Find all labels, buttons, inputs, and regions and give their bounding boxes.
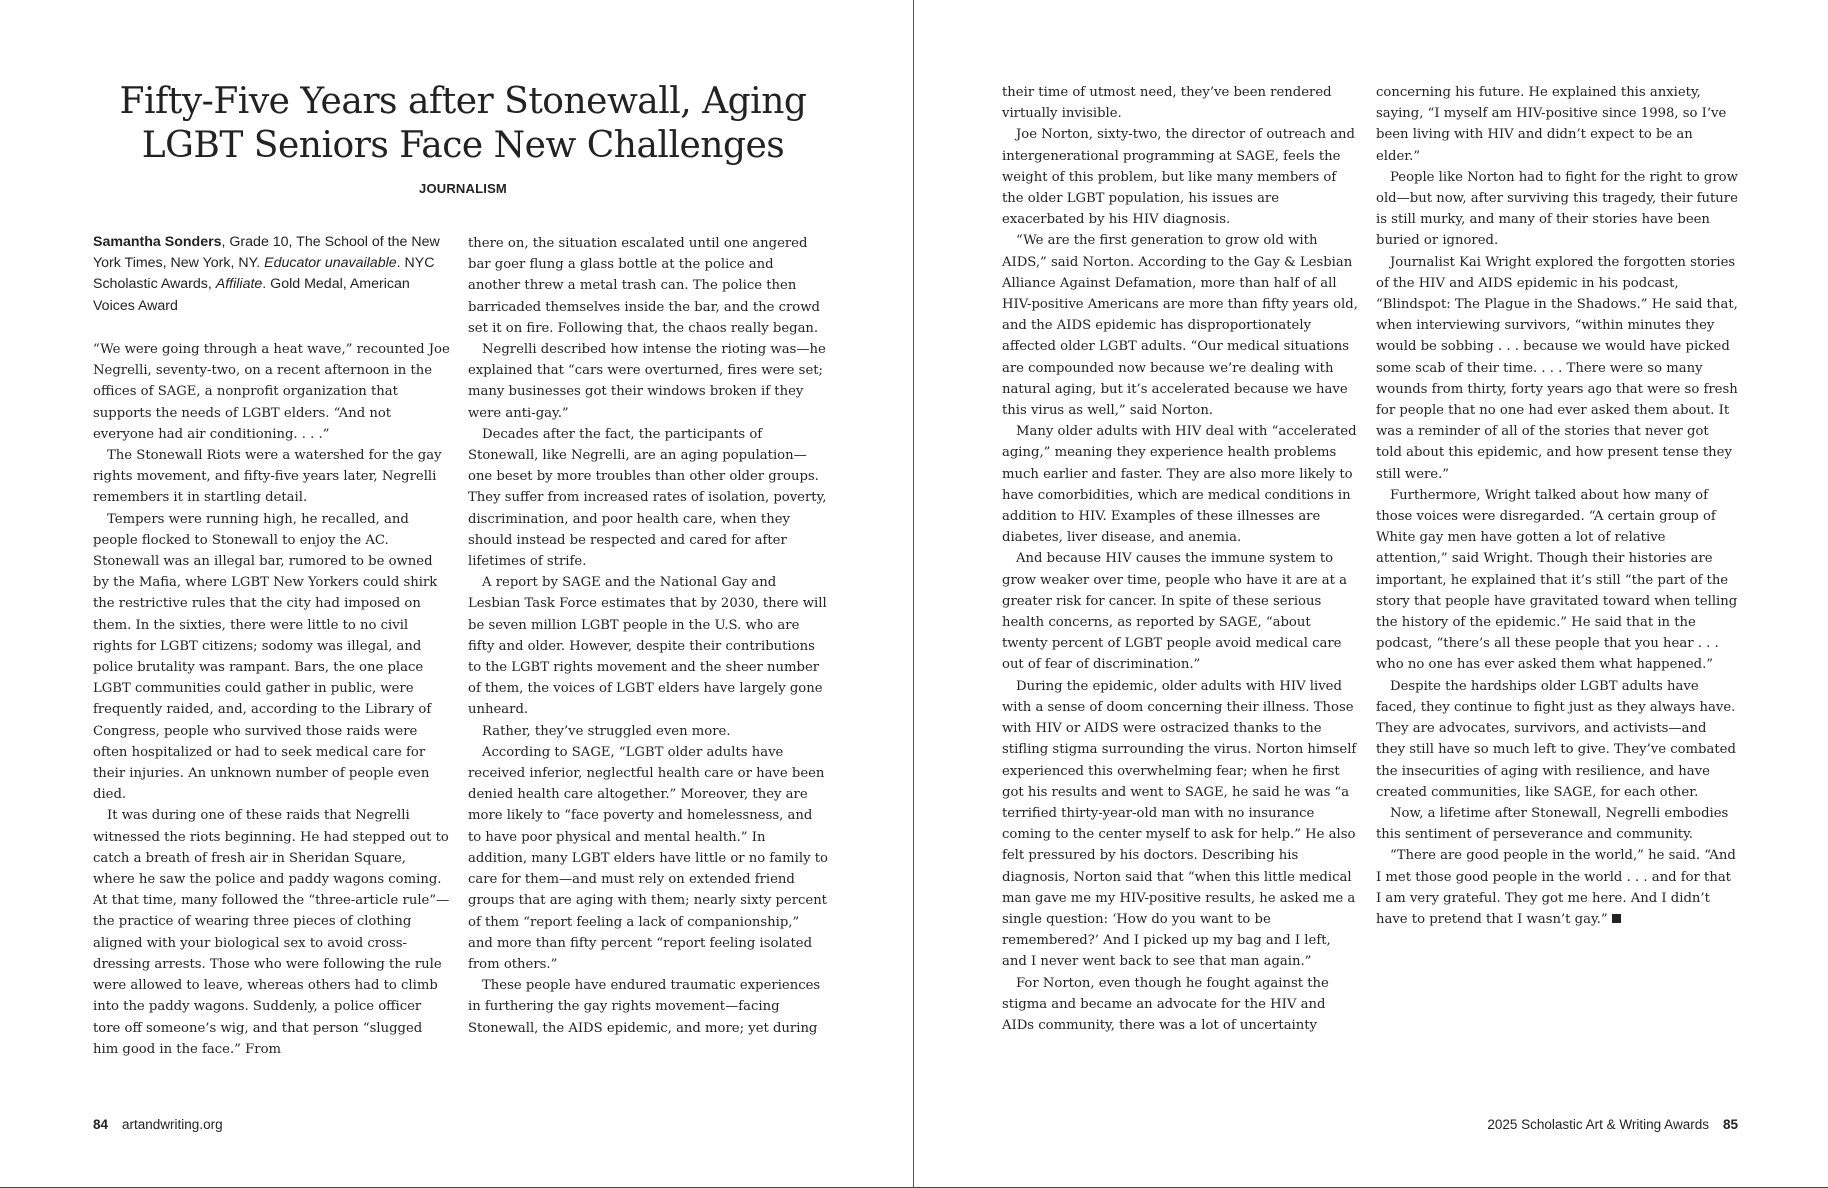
paragraph: Journalist Kai Wright explored the forgotten stories of the HIV and AIDS epidemic in his podcast, “Blindspot: The Plague in the Shadows.” He said that, when interviewing survivors, “within minutes they would be sobbing . . . because we would have picked some scab of their time. . . . There were so many wounds from thirty, forty years ago that were so fresh for people that no one had ever asked them about. It was a reminder of all of the stories that never got told about this epidemic, and how present tense they still were.” bbox=[1376, 254, 1738, 482]
affiliate-label: Affiliate bbox=[215, 276, 263, 293]
paragraph: People like Norton had to fight for the right to grow old—but now, after surviving this tragedy, their future is still murky, and many of their stories have been buried or ignored. bbox=[1376, 169, 1738, 249]
category-label: JOURNALISM bbox=[419, 181, 507, 196]
paragraph: their time of utmost need, they’ve been rendered virtually invisible. bbox=[1002, 85, 1332, 122]
paragraph: Decades after the fact, the participants of Stonewall, like Negrelli, are an aging population—one beset by more troubles than other older groups. They suffer from increased rates of isolation, poverty, discrimination, and poor health care, when they should instead be respected and cared for after lifetimes of strife. bbox=[468, 426, 827, 570]
text-column-3 bbox=[1002, 82, 1358, 1036]
end-of-article-icon bbox=[1612, 914, 1621, 923]
page-spread-divider bbox=[913, 0, 914, 1188]
article-title bbox=[93, 80, 833, 168]
paragraph: Negrelli described how intense the rioting was—he explained that “cars were overturned, fires were set; many businesses got their windows broken if they were anti-gay.” bbox=[468, 342, 826, 421]
article-title-line-1: Fifty-Five Years after Stonewall, Aging bbox=[119, 81, 807, 122]
paragraph: The Stonewall Riots were a watershed for the gay rights movement, and fifty-five years later, Negrelli remembers it in startling detail. bbox=[93, 448, 442, 506]
paragraph: Now, a lifetime after Stonewall, Negrelli embodies this sentiment of perseverance and community. bbox=[1376, 805, 1729, 843]
paragraph: Many older adults with HIV deal with “accelerated aging,” meaning they experience health problems much earlier and faster. They are also more likely to have comorbidities, which are medical conditions in addition to HIV. Examples of these illnesses are diabetes, liver disease, and anemia. bbox=[1002, 424, 1357, 546]
region-info: . NYC Scholastic Awards, bbox=[93, 255, 435, 293]
award-info: . Gold Medal, American Voices Award bbox=[93, 276, 410, 314]
paragraph: These people have endured traumatic experiences in furthering the gay rights movement—facing Stonewall, the AIDS epidemic, and more; yet during bbox=[468, 978, 821, 1036]
footer-right bbox=[1487, 1117, 1738, 1132]
author-school: , Grade 10, The School of the New York Times, New York, NY. bbox=[93, 234, 440, 272]
final-quote: “There are good people in the world,” he said. “And I met those good people in the world . . . and for that I am very grateful. They got me here. And I didn’t have to pretend that I wasn’t gay.” bbox=[1376, 848, 1736, 927]
paragraph: “We are the first generation to grow old with AIDS,” said Norton. According to the Gay & Lesbian Alliance Against Defamation, more than half of all HIV-positive Americans are more than fifty years old, and the AIDS epidemic has disproportionately affected older LGBT adults. “Our medical situations are compounded now because we’re dealing with natural aging, but it’s accelerated because we have this virus as well,” said Norton. bbox=[1002, 233, 1358, 419]
page-number-right: 85 bbox=[1722, 1117, 1738, 1132]
paragraph: Rather, they’ve struggled even more. bbox=[482, 723, 731, 739]
paragraph: concerning his future. He explained this anxiety, saying, “I myself am HIV-positive since 1998, so I’ve been living with HIV and didn’t expect to be an elder.” bbox=[1376, 85, 1727, 164]
author-byline bbox=[93, 232, 443, 317]
paragraph: Tempers were running high, he recalled, and people flocked to Stonewall to enjoy the AC. Stonewall was an illegal bar, rumored to be owned by the Mafia, where LGBT New Yorkers could shirk the restrictive rules that the city had imposed on them. In the sixties, there were little to no civil rights for LGBT citizens; sodomy was illegal, and police brutality was rampant. Bars, the one place LGBT communities could gather in public, were frequently raided, and, according to the Library of Congress, people who survived those raids were often hospitalized or had to seek medical care for their injuries. An unknown number of people even died. bbox=[93, 511, 438, 803]
paragraph: According to SAGE, “LGBT older adults have received inferior, neglectful health care or have been denied health care altogether.” Moreover, they are more likely to “face poverty and homelessness, and to have poor physical and mental health.” In addition, many LGBT elders have little or no family to care for them—and must rely on extended friend groups that are aging with them; nearly sixty percent of them “report feeling a lack of companionship,” and more than fifty percent “report feeling isolated from others.” bbox=[468, 744, 828, 972]
paragraph-final bbox=[1376, 845, 1738, 930]
footer-left bbox=[93, 1117, 223, 1132]
text-column-2 bbox=[468, 233, 828, 1039]
paragraph: “We were going through a heat wave,” recounted Joe Negrelli, seventy-two, on a recent afternoon in the offices of SAGE, a nonprofit organization that supports the needs of LGBT elders. “And not everyone had air conditioning. . . .” bbox=[93, 342, 450, 442]
paragraph: For Norton, even though he fought against the stigma and became an advocate for the HIV and AIDs community, there was a lot of uncertainty bbox=[1002, 975, 1329, 1033]
article-title-line-2: LGBT Seniors Face New Challenges bbox=[141, 125, 785, 166]
footer-website: artandwriting.org bbox=[122, 1117, 223, 1132]
text-column-1 bbox=[93, 339, 451, 1060]
paragraph: there on, the situation escalated until one angered bar goer flung a glass bottle at the police and another threw a metal trash can. The police then barricaded themselves inside the bar, and the crowd set it on fire. Following that, the chaos really began. bbox=[468, 236, 820, 336]
paragraph: Joe Norton, sixty-two, the director of outreach and intergenerational programming at SAGE, feels the weight of this problem, but like many members of the older LGBT population, his issues are exacerbated by his HIV diagnosis. bbox=[1002, 127, 1355, 228]
paragraph: During the epidemic, older adults with HIV lived with a sense of doom concerning their illness. Those with HIV or AIDS were ostracized thanks to the stifling stigma surrounding the virus. Norton himself experienced this overwhelming fear; when he first got his results and went to SAGE, he said he was “a terrified thirty-year-old man with no insurance coming to the center myself to ask for help.” He also felt pressured by his doctors. Describing his diagnosis, Norton said that “when this little medical man gave me my HIV-positive results, he asked me a single question: ‘How do you want to be remembered?’ And I picked up my bag and I left, and I never went back to see that man again.” bbox=[1002, 678, 1357, 970]
paragraph: A report by SAGE and the National Gay and Lesbian Task Force estimates that by 2030, there will be seven million LGBT people in the U.S. who are fifty and older. However, despite their contributions to the LGBT rights movement and the sheer number of them, the voices of LGBT elders have largely gone unheard. bbox=[468, 575, 827, 718]
author-name: Samantha Sonders bbox=[93, 234, 222, 250]
text-column-4 bbox=[1376, 82, 1738, 930]
paragraph: It was during one of these raids that Negrelli witnessed the riots beginning. He had stepped out to catch a breath of fresh air in Sheridan Square, where he saw the police and paddy wagons coming. At that time, many followed the “three-article rule”—the practice of wearing three pieces of clothing aligned with your biological sex to avoid cross-dressing arrests. Those who were following the rule were allowed to leave, whereas others had to climb into the paddy wagons. Suddenly, a police officer tore off someone’s wig, and that person “slugged him good in the face.” From bbox=[93, 808, 450, 1057]
paragraph: And because HIV causes the immune system to grow weaker over time, people who have it are at a greater risk for cancer. In spite of these serious health concerns, as reported by SAGE, “about twenty percent of LGBT people avoid medical care out of fear of discrimination.” bbox=[1002, 551, 1347, 673]
paragraph: Despite the hardships older LGBT adults have faced, they continue to fight just as they always have. They are advocates, survivors, and activists—and they still have so much left to give. They’ve combated the insecurities of aging with resilience, and have created communities, like SAGE, for each other. bbox=[1376, 678, 1736, 800]
educator-note: Educator unavailable bbox=[264, 255, 397, 272]
paragraph: Furthermore, Wright talked about how many of those voices were disregarded. “A certain group of White gay men have gotten a lot of relative attention,” said Wright. Though their histories are important, he explained that it’s still “the part of the story that people have gravitated toward when telling the history of the epidemic.” He said that in the podcast, “there’s all these people that you hear . . . who no one has ever asked them what happened.” bbox=[1376, 487, 1738, 673]
page-number-left: 84 bbox=[93, 1117, 109, 1132]
footer-publication: 2025 Scholastic Art & Writing Awards bbox=[1487, 1117, 1709, 1132]
